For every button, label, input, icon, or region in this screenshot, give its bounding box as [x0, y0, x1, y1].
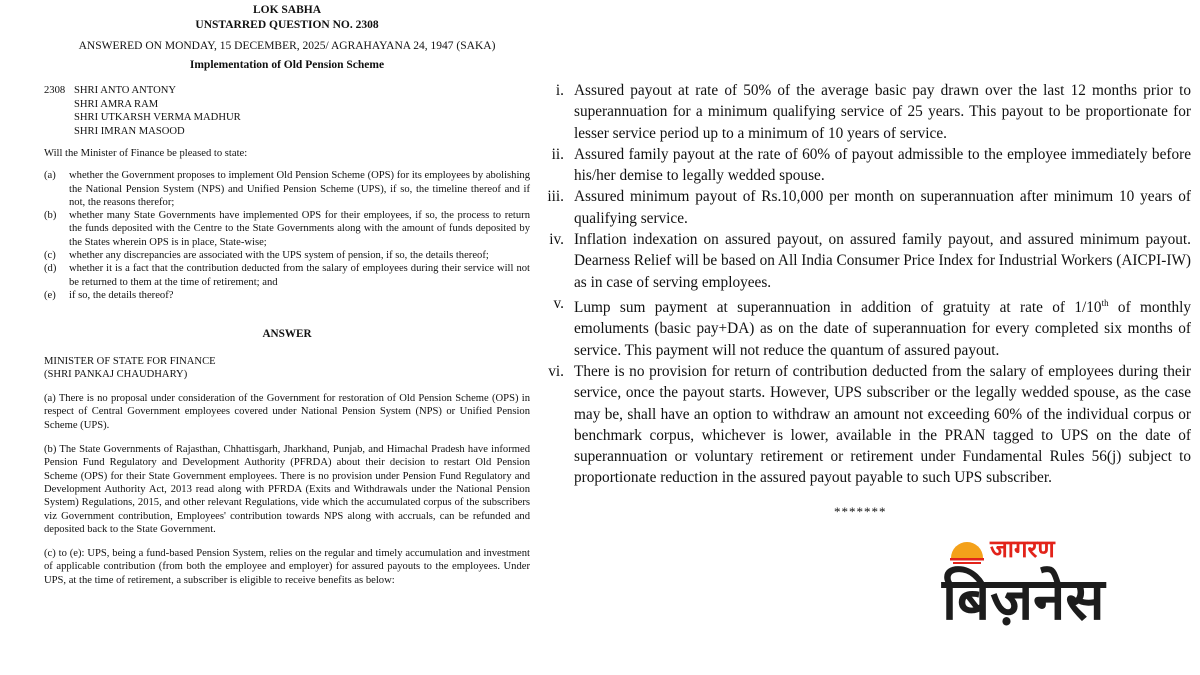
question-text: whether many State Governments have implemented OPS for their employees, if so, the process to return the funds deposited with the Centre to the State Governments along with the amount of funds deposited by the States wherein OPS is in place, State-wise;	[69, 210, 530, 248]
benefit-number: ii.	[551, 145, 564, 163]
question-label: (b)	[44, 210, 57, 222]
minister-name: (SHRI PANKAJ CHAUDHARY)	[44, 368, 188, 380]
logo-bottom-text: बिज़नेस	[942, 565, 1105, 633]
question-item	[44, 262, 530, 289]
member-name: SHRI AMRA RAM	[74, 98, 159, 110]
minister-block	[44, 355, 530, 382]
benefit-item	[537, 186, 1191, 229]
question-label: (e)	[44, 289, 56, 301]
question-number: UNSTARRED QUESTION NO. 2308	[195, 19, 379, 31]
question-text: if so, the details thereof?	[69, 289, 174, 301]
benefits-column	[537, 80, 1191, 489]
benefit-item	[537, 144, 1191, 187]
member-name: SHRI IMRAN MASOOD	[74, 125, 185, 137]
question-text: whether any discrepancies are associated with the UPS system of pension, if so, the details thereof;	[69, 250, 489, 262]
question-list	[44, 169, 530, 302]
logo-top-row	[948, 532, 1055, 566]
question-subject: Implementation of Old Pension Scheme	[189, 59, 385, 71]
question-text: whether it is a fact that the contribution deducted from the salary of employees during their service will not be returned to them at the time of retirement; and	[69, 263, 530, 288]
benefit-text-part: Lump sum payment at superannuation in addition of gratuity at rate of 1/10	[574, 299, 1102, 317]
end-marker: *******	[834, 504, 887, 519]
member-name: SHRI UTKARSH VERMA MADHUR	[74, 112, 241, 123]
answer-heading: ANSWER	[262, 328, 312, 341]
benefit-number: i.	[555, 82, 564, 99]
left-column	[44, 3, 530, 587]
member-names	[74, 84, 241, 138]
benefit-item	[537, 361, 1191, 489]
question-item	[44, 169, 530, 209]
question-text: whether the Government proposes to implement Old Pension Scheme (OPS) for its employees by abolishing the National Pension System (NPS) and Unified Pension Scheme (UPS), if so, the timeline thereof and if not, the reasons therefor;	[69, 170, 530, 208]
question-item	[44, 249, 530, 262]
benefit-text: Assured family payout at the rate of 60% of payout admissible to the employee immediately before his/her demise to legally wedded spouse.	[574, 145, 1191, 185]
minister-title: MINISTER OF STATE FOR FINANCE	[44, 355, 216, 367]
benefit-number: v.	[553, 294, 564, 312]
benefit-item	[537, 229, 1191, 293]
question-item	[44, 209, 530, 249]
benefit-text: There is no provision for return of contribution deducted from the salary of employees during their service, once the payout starts. However, UPS subscriber or the legally wedded spouse, as the case may be, shall have an option to withdraw an amount not exceeding 60% of the individual corpus or benchmark corpus, whichever is lower, available in the PRAN tagged to UPS on the date of superannuation or voluntary retirement or retirement under Fundamental Rules 56(j) subject to proportionate reduction in the assured payout payable to such UPS subscriber.	[574, 362, 1191, 487]
benefit-number: iv.	[549, 231, 564, 249]
question-item	[44, 289, 530, 302]
benefit-number: vi.	[548, 362, 564, 380]
intro-text: Will the Minister of Finance be pleased to state:	[44, 148, 248, 159]
question-label: (d)	[44, 263, 57, 275]
benefit-number: iii.	[547, 188, 564, 206]
benefit-text	[574, 293, 1191, 361]
benefit-text: Assured minimum payout of Rs.10,000 per month on superannuation after minimum 10 years of qualifying service.	[574, 188, 1191, 227]
logo-top-text: जागरण	[990, 535, 1055, 563]
question-ref-number: 2308	[44, 85, 66, 96]
benefit-text: Inflation indexation on assured payout, on assured family payout, and assured minimum payout. Dearness Relief will be based on All India Consumer Price Index for Industrial Workers (AICPI-IW) as in case of serving employees.	[574, 231, 1191, 291]
benefit-text: Assured payout at rate of 50% of the average basic pay drawn over the last 12 months prior to superannuation for a minimum qualifying service of 25 years. This payout to be proportionate for lesser service period up to a minimum of 10 years of service.	[574, 82, 1191, 142]
answer-para-b: (b) The State Governments of Rajasthan, Chhattisgarh, Jharkhand, Punjab, and Himachal Pradesh have informed Pension Fund Regulatory and Development Authority (PFRDA) about their decision to restart Old Pension Scheme (OPS) for their State Government employees. There is no provision under Pension Fund Regulatory and Development Authority Act, 2013 read along with PFRDA (Exits and Withdrawals under the National Pension System) Regulations, 2015, and other relevant Regulations, vide which the accumulated corpus of the subscribers viz Government contribution, Employees' contribution towards NPS along with accruals, can be refunded and deposited back to the State Government.	[44, 444, 530, 535]
question-label: (a)	[44, 170, 56, 182]
member-name: SHRI ANTO ANTONY	[74, 85, 177, 96]
house-name: LOK SABHA	[252, 4, 322, 16]
rising-sun-icon	[948, 532, 986, 566]
answer-para-c: (c) to (e): UPS, being a fund-based Pension System, relies on the regular and timely accumulation and investment of applicable contribution (from both the employee and employer) for assured payouts to the employees. Under UPS, at the time of retirement, a subscriber is eligible to receive benefits as below:	[44, 548, 530, 586]
benefit-item	[537, 293, 1191, 361]
answer-para-a: (a) There is no proposal under consideration of the Government for restoration of Old Pension Scheme (OPS) in respect of Central Government employees covered under National Pension System (NPS) or Unified Pension Scheme (UPS).	[44, 393, 530, 431]
benefit-item	[537, 80, 1191, 144]
jagran-business-logo	[940, 532, 1160, 642]
answered-date: ANSWERED ON MONDAY, 15 DECEMBER, 2025/ AGRAHAYANA 24, 1947 (SAKA)	[78, 40, 496, 52]
superscript-th: th	[1101, 297, 1109, 308]
members-block	[44, 84, 530, 138]
benefit-text-part: of monthly emoluments (basic pay+DA) as on the date of superannuation for every completed six months of service. This payment will not reduce the quantum of assured payout.	[574, 299, 1191, 359]
question-label: (c)	[44, 250, 56, 262]
